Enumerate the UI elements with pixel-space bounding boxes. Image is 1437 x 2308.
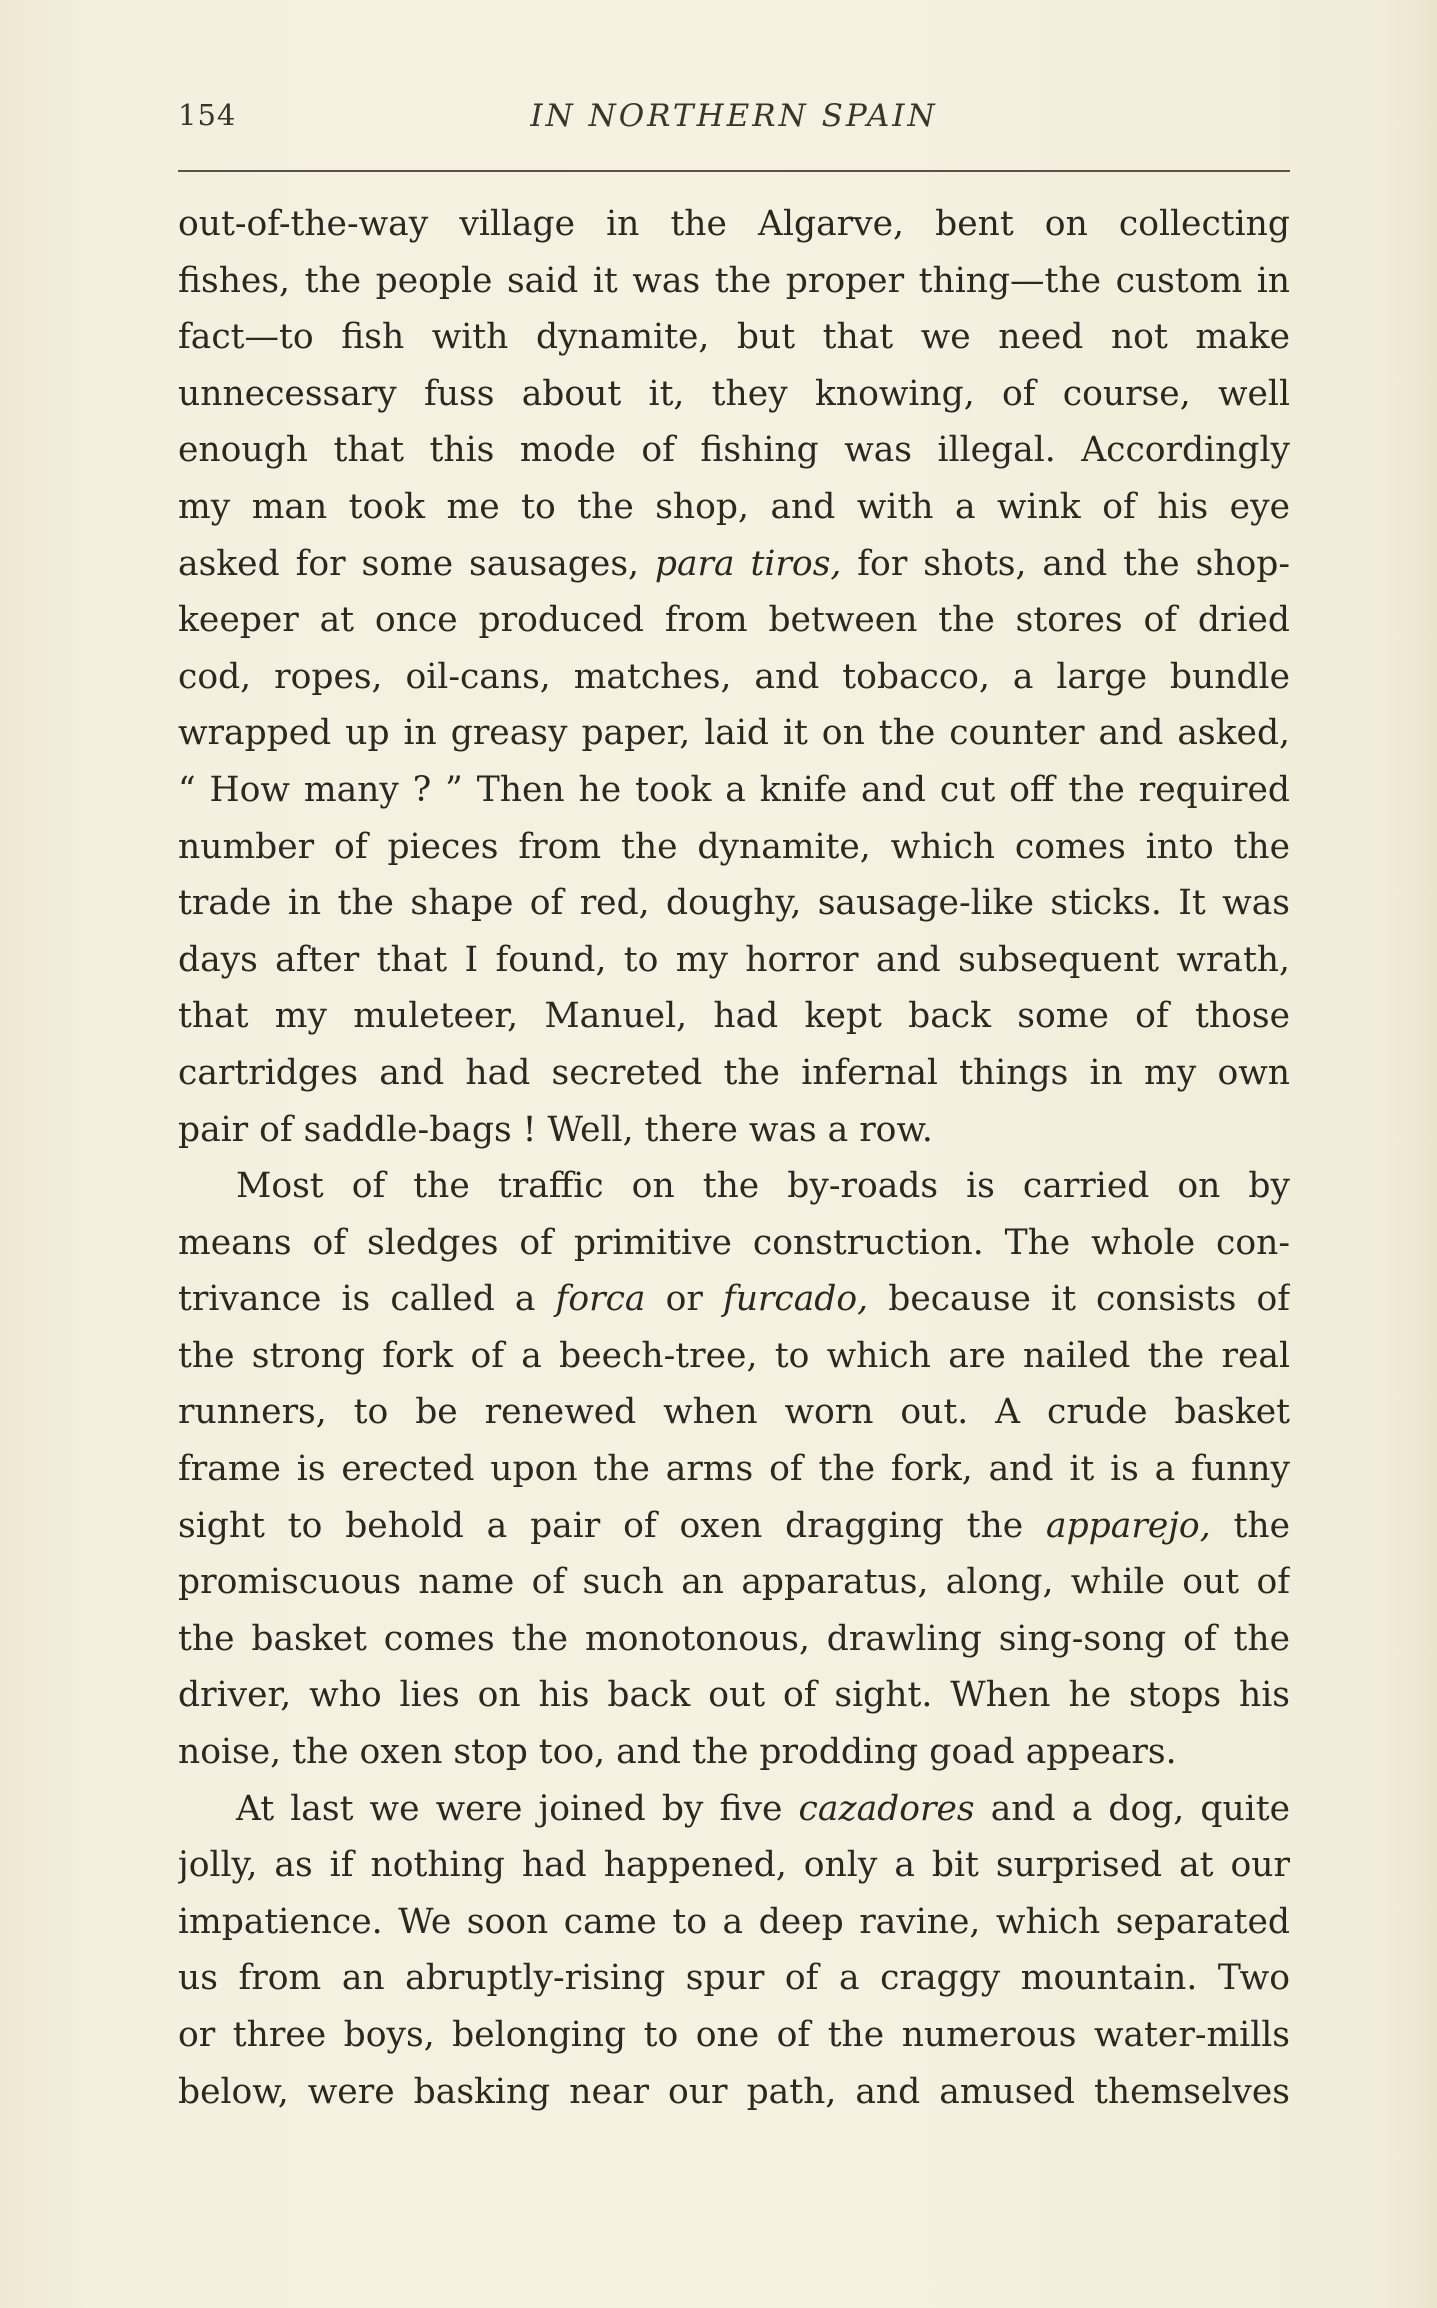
text-line: cartridges and had secreted the infernal things in my own [178,1052,1290,1093]
text-line: asked for some sausages, para tiros, for shots, and the shop- [178,543,1290,584]
text-line: frame is erected upon the arms of the fork, and it is a funny [178,1449,1290,1490]
text-line: sight to behold a pair of oxen dragging the apparejo, the [178,1505,1290,1546]
text-line: keeper at once produced from between the stores of dried [178,600,1290,641]
text-line: trade in the shape of red, doughy, sausage-like sticks. It was [178,883,1290,924]
italic-phrase: cazadores [798,1788,975,1829]
text-line: runners, to be renewed when worn out. A crude basket [178,1392,1290,1433]
text-line: the basket comes the monotonous, drawling sing-song of the [178,1618,1290,1659]
text-line: number of pieces from the dynamite, which comes into the [178,826,1290,867]
header-rule [178,170,1290,172]
page-header [178,98,1290,148]
italic-phrase: furcado, [722,1279,869,1320]
text-line: means of sledges of primitive construction. The whole con- [178,1222,1290,1263]
text-line: enough that this mode of fishing was illegal. Accordingly [178,430,1290,471]
text-line: that my muleteer, Manuel, had kept back some of those [178,996,1290,1037]
paragraph-end-line: noise, the oxen stop too, and the prodding goad appears. [178,1732,1177,1773]
paragraph-start-line: At last we were joined by five cazadores and a dog, quite [236,1788,1290,1829]
text-line: jolly, as if nothing had happened, only a bit surprised at our [178,1845,1290,1886]
text-line: below, were basking near our path, and amused themselves [178,2071,1290,2112]
paragraph-start-line: Most of the traffic on the by-roads is carried on by [236,1166,1290,1207]
italic-phrase: apparejo, [1046,1505,1211,1546]
text-line: unnecessary fuss about it, they knowing, of course, well [178,373,1290,414]
text-line: fact—to fish with dynamite, but that we need not make [178,317,1290,358]
text-line: days after that I found, to my horror and subsequent wrath, [178,939,1290,980]
text-line: “ How many ? ” Then he took a knife and cut off the required [178,769,1290,810]
text-line: trivance is called a forca or furcado, because it consists of [178,1279,1290,1320]
text-line: out-of-the-way village in the Algarve, bent on collecting [178,204,1290,244]
text-line: or three boys, belonging to one of the numerous water-mills [178,2015,1290,2055]
text-line: cod, ropes, oil-cans, matches, and tobacco, a large bundle [178,656,1290,697]
running-title: IN NORTHERN SPAIN [530,98,938,134]
text-line: wrapped up in greasy paper, laid it on the counter and asked, [178,713,1290,754]
italic-phrase: para tiros, [654,543,842,584]
text-line: promiscuous name of such an apparatus, along, while out of [178,1562,1290,1603]
text-line: driver, who lies on his back out of sight. When he stops his [178,1675,1290,1716]
text-line: my man took me to the shop, and with a wink of his eye [178,486,1290,527]
text-line: fishes, the people said it was the proper thing—the custom in [178,260,1290,301]
body-text [178,196,1290,2120]
text-line: us from an abruptly-rising spur of a craggy mountain. Two [178,1958,1290,1999]
text-line: the strong fork of a beech-tree, to which are nailed the real [178,1335,1290,1376]
italic-phrase: forca [555,1279,646,1320]
page-number: 154 [178,98,237,132]
paragraph-end-line: pair of saddle-bags ! Well, there was a row. [178,1109,933,1150]
text-line: impatience. We soon came to a deep ravine, which separated [178,1901,1290,1942]
